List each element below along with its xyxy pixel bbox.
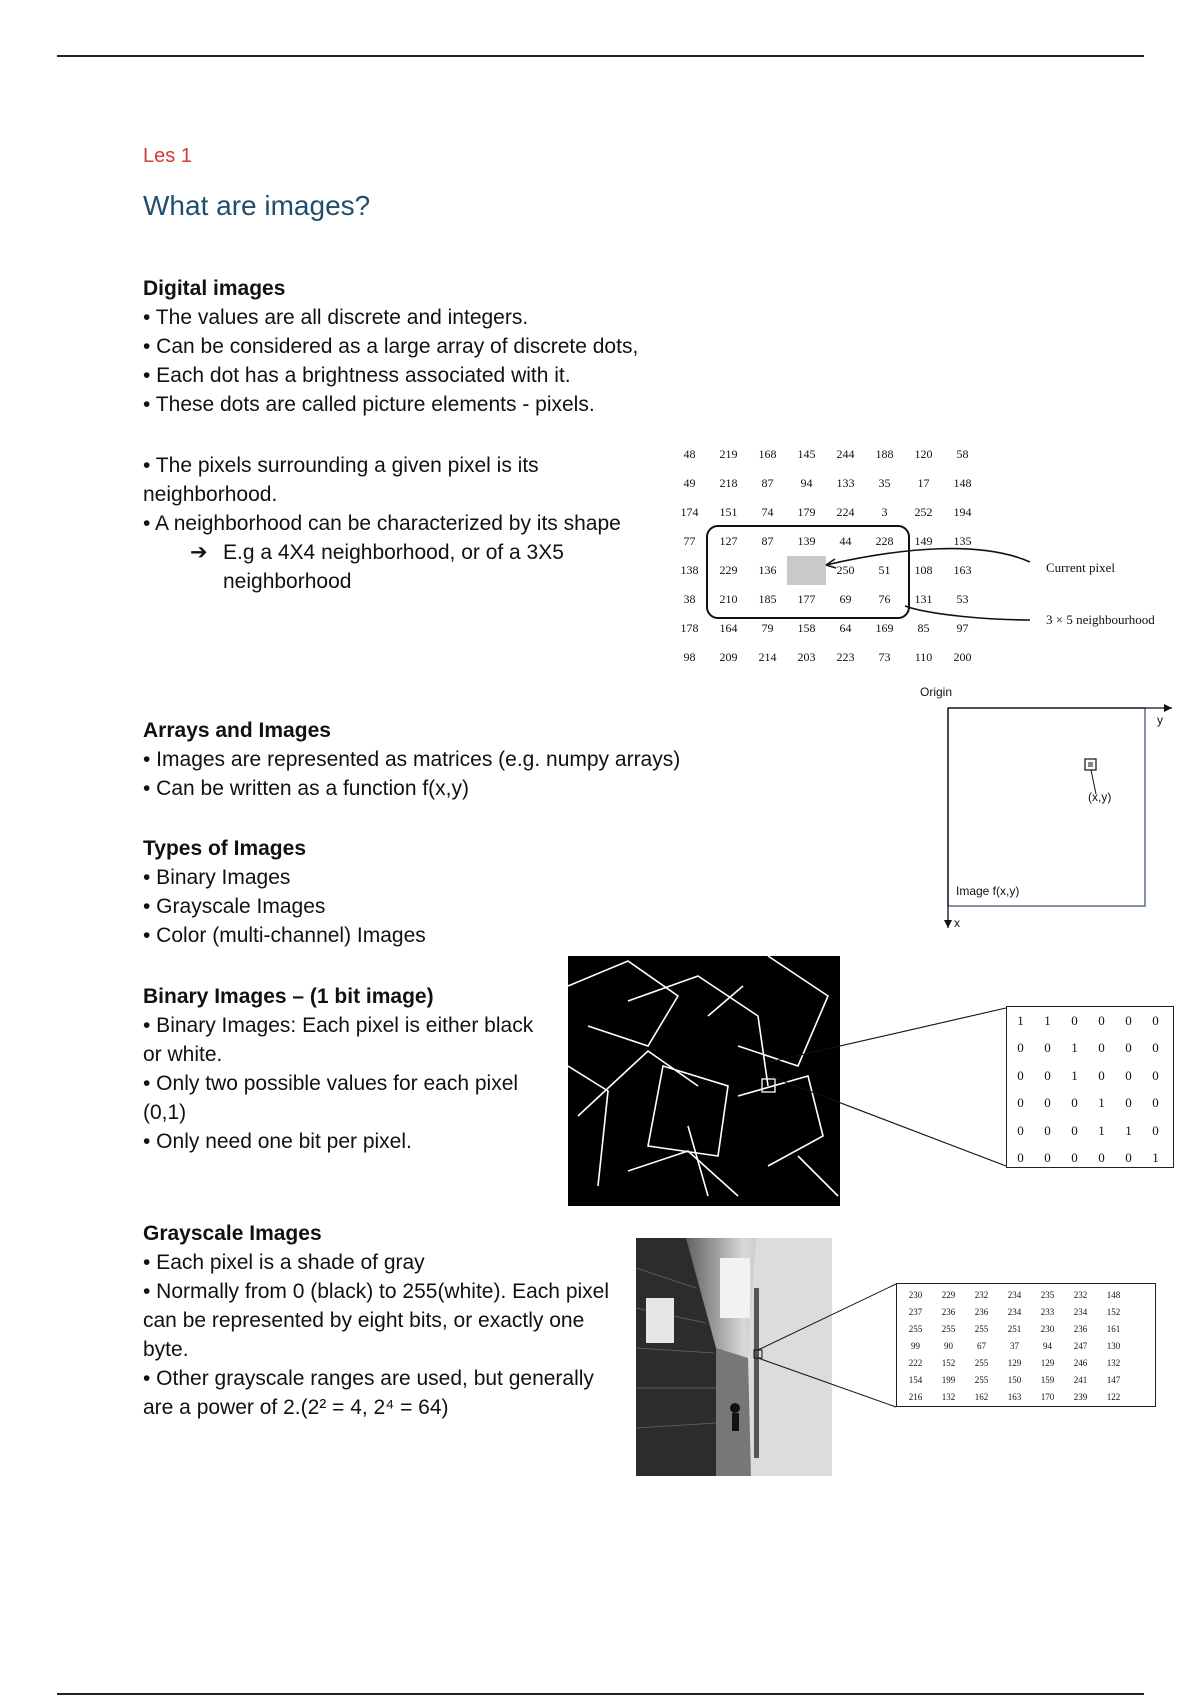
matrix-row (899, 1320, 1130, 1337)
matrix-cell: 87 (761, 534, 774, 548)
matrix-cell: 132 (941, 1391, 956, 1402)
matrix-row (1007, 1145, 1169, 1173)
matrix-cell: 152 (1106, 1306, 1121, 1317)
matrix-cell: 67 (977, 1340, 986, 1351)
matrix-cell: 151 (719, 505, 738, 519)
matrix-cell: 229 (941, 1289, 956, 1300)
grayscale-matrix (899, 1286, 1130, 1405)
matrix-cell: 0 (1044, 1122, 1051, 1138)
matrix-cell: 163 (953, 563, 972, 577)
matrix-cell: 0 (1071, 1012, 1078, 1028)
matrix-cell: 232 (974, 1289, 989, 1300)
matrix-cell: 53 (956, 592, 969, 606)
matrix-cell: 216 (908, 1391, 923, 1402)
matrix-cell: 194 (953, 505, 972, 519)
matrix-cell: 152 (941, 1357, 956, 1368)
matrix-cell: 0 (1098, 1012, 1105, 1028)
matrix-cell: 1 (1071, 1040, 1078, 1056)
matrix-cell: 0 (1125, 1012, 1132, 1028)
matrix-cell: 164 (719, 621, 738, 635)
matrix-cell: 122 (1106, 1391, 1121, 1402)
matrix-cell: 255 (974, 1323, 989, 1334)
matrix-cell: 98 (683, 650, 696, 664)
matrix-cell: 169 (875, 621, 894, 635)
page-title: What are images? (143, 190, 371, 221)
matrix-cell: 219 (719, 447, 738, 461)
matrix-cell: 44 (839, 534, 852, 548)
matrix-cell: 0 (1071, 1122, 1078, 1138)
matrix-cell: 199 (941, 1374, 956, 1385)
matrix-cell: 163 (1007, 1391, 1022, 1402)
matrix-row (1007, 1035, 1169, 1063)
binary-matrix (1007, 1007, 1169, 1172)
example-line (183, 538, 593, 596)
matrix-cell: 251 (1007, 1323, 1022, 1334)
matrix-cell: 139 (797, 534, 816, 548)
matrix-cell: 49 (683, 476, 696, 490)
matrix-cell: 97 (956, 621, 969, 635)
bullet: • The pixels surrounding a given pixel is its neighborhood. (143, 454, 539, 506)
matrix-cell: 87 (761, 476, 774, 490)
example-text: E.g a 4X4 neighborhood, or of a 3X5 neighborhood (223, 541, 564, 593)
matrix-cell: 76 (878, 592, 891, 606)
matrix-cell: 0 (1071, 1150, 1078, 1166)
matrix-cell: 159 (1040, 1374, 1055, 1385)
matrix-cell: 148 (1106, 1289, 1121, 1300)
matrix-cell: 244 (836, 447, 855, 461)
matrix-cell: 178 (680, 621, 699, 635)
matrix-cell: 203 (797, 650, 816, 664)
matrix-row (899, 1286, 1130, 1303)
binary-section (143, 982, 543, 1156)
matrix-cell: 255 (941, 1323, 956, 1334)
matrix-cell: 138 (680, 563, 699, 577)
matrix-cell: 38 (683, 592, 696, 606)
matrix-cell: 147 (1106, 1374, 1121, 1385)
matrix-cell: 236 (974, 1306, 989, 1317)
matrix-cell: 234 (1007, 1289, 1022, 1300)
matrix-cell: 255 (974, 1357, 989, 1368)
matrix-cell: 230 (1040, 1323, 1055, 1334)
matrix-cell: 1 (1098, 1095, 1105, 1111)
x-axis-label: x (954, 916, 960, 930)
matrix-cell: 136 (758, 563, 777, 577)
matrix-cell: 120 (914, 447, 933, 461)
matrix-cell: 0 (1125, 1150, 1132, 1166)
binary-matrix-box (1006, 1006, 1174, 1168)
bullet: • A neighborhood can be characterized by its shape (143, 512, 621, 535)
matrix-row (899, 1303, 1130, 1320)
matrix-cell: 224 (836, 505, 855, 519)
binary-zoom-lines (770, 1000, 1030, 1180)
matrix-cell: 162 (974, 1391, 989, 1402)
matrix-cell: 1 (1152, 1150, 1159, 1166)
matrix-cell: 135 (953, 534, 972, 548)
matrix-cell: 239 (1073, 1391, 1088, 1402)
section-heading: Digital images (143, 277, 286, 300)
bullet: • Binary Images: Each pixel is either black or white. (143, 1014, 534, 1066)
matrix-cell: 0 (1152, 1067, 1159, 1083)
matrix-cell: 58 (956, 447, 969, 461)
matrix-cell: 35 (878, 476, 891, 490)
matrix-cell: 17 (917, 476, 930, 490)
matrix-row (1007, 1062, 1169, 1090)
matrix-cell: 99 (911, 1340, 920, 1351)
bullet: • Images are represented as matrices (e.g. numpy arrays) (143, 748, 681, 771)
matrix-row (899, 1371, 1130, 1388)
bullet: • Only need one bit per pixel. (143, 1130, 412, 1153)
matrix-cell: 232 (1073, 1289, 1088, 1300)
matrix-cell: 255 (974, 1374, 989, 1385)
bullet: • Each pixel is a shade of gray (143, 1251, 425, 1274)
matrix-row (1007, 1007, 1169, 1035)
matrix-cell: 0 (1098, 1067, 1105, 1083)
matrix-cell: 77 (683, 534, 696, 548)
y-axis-label: y (1157, 713, 1163, 727)
matrix-cell: 234 (1007, 1306, 1022, 1317)
matrix-cell: 131 (914, 592, 933, 606)
matrix-cell: 179 (797, 505, 816, 519)
matrix-row (899, 1388, 1130, 1405)
matrix-cell: 246 (1073, 1357, 1088, 1368)
matrix-cell: 0 (1044, 1067, 1051, 1083)
matrix-cell: 177 (797, 592, 816, 606)
grayscale-zoom-lines (730, 1280, 900, 1440)
matrix-cell: 129 (1007, 1357, 1022, 1368)
matrix-cell: 149 (914, 534, 933, 548)
matrix-cell: 158 (797, 621, 816, 635)
matrix-cell: 3 (881, 505, 888, 519)
matrix-cell: 0 (1152, 1095, 1159, 1111)
matrix-cell: 229 (719, 563, 738, 577)
bullet: • Binary Images (143, 866, 291, 889)
matrix-cell: 148 (953, 476, 972, 490)
matrix-cell: 218 (719, 476, 738, 490)
matrix-cell: 185 (758, 592, 777, 606)
neighbourhood-label: 3 × 5 neighbourhood (1046, 612, 1155, 627)
matrix-cell: 0 (1017, 1150, 1024, 1166)
matrix-cell: 130 (1106, 1340, 1121, 1351)
matrix-cell: 0 (1044, 1095, 1051, 1111)
matrix-cell: 127 (719, 534, 738, 548)
bullet: • Only two possible values for each pixel (0,1) (143, 1072, 519, 1124)
matrix-cell: 90 (944, 1340, 953, 1351)
bullet: • These dots are called picture elements - pixels. (143, 393, 595, 416)
matrix-cell: 236 (1073, 1323, 1088, 1334)
matrix-cell: 0 (1044, 1040, 1051, 1056)
grayscale-matrix-box (896, 1283, 1156, 1407)
matrix-cell: 37 (1010, 1340, 1019, 1351)
matrix-cell: 79 (761, 621, 774, 635)
matrix-cell: 0 (1017, 1040, 1024, 1056)
matrix-cell: 0 (1071, 1095, 1078, 1111)
matrix-cell: 94 (1043, 1340, 1052, 1351)
matrix-cell: 0 (1152, 1012, 1159, 1028)
matrix-cell: 233 (1040, 1306, 1055, 1317)
matrix-cell: 236 (941, 1306, 956, 1317)
matrix-cell: 145 (797, 447, 816, 461)
matrix-cell: 0 (1017, 1122, 1024, 1138)
bullet: • Other grayscale ranges are used, but generally are a power of 2.(2² = 4, 2⁴ = 64) (143, 1367, 594, 1419)
matrix-cell: 241 (1073, 1374, 1088, 1385)
matrix-cell: 64 (839, 621, 852, 635)
neighborhood-arrows (670, 440, 1190, 670)
section-heading: Types of Images (143, 837, 306, 860)
section-heading: Arrays and Images (143, 719, 331, 742)
matrix-cell: 74 (761, 505, 774, 519)
matrix-cell: 188 (875, 447, 894, 461)
bottom-rule (57, 1693, 1144, 1695)
matrix-cell: 0 (1017, 1067, 1024, 1083)
bullet: • Can be written as a function f(x,y) (143, 777, 469, 800)
matrix-cell: 1 (1098, 1122, 1105, 1138)
arrays-section (143, 716, 783, 803)
matrix-cell: 0 (1098, 1150, 1105, 1166)
matrix-cell: 132 (1106, 1357, 1121, 1368)
matrix-cell: 0 (1044, 1150, 1051, 1166)
matrix-cell: 234 (1073, 1306, 1088, 1317)
top-rule (57, 55, 1144, 57)
matrix-cell: 214 (758, 650, 777, 664)
matrix-cell: 69 (839, 592, 852, 606)
bullet: • Normally from 0 (black) to 255(white). Each pixel can be represented by eight bits, or exactly one byte. (143, 1280, 610, 1361)
matrix-cell: 108 (914, 563, 933, 577)
neighborhood-figure (670, 440, 1190, 670)
origin-label: Origin (920, 685, 953, 699)
matrix-cell: 228 (875, 534, 894, 548)
matrix-row (1007, 1117, 1169, 1145)
matrix-cell: 1 (1125, 1122, 1132, 1138)
matrix-cell: 0 (1125, 1067, 1132, 1083)
matrix-cell: 235 (1040, 1289, 1055, 1300)
matrix-cell: 48 (683, 447, 696, 461)
matrix-row (899, 1337, 1130, 1354)
digital-images-section (143, 274, 763, 419)
lesson-label: Les 1 (143, 145, 192, 167)
matrix-cell: 161 (1106, 1323, 1121, 1334)
matrix-cell: 73 (878, 650, 891, 664)
matrix-cell: 210 (719, 592, 738, 606)
matrix-cell: 170 (1040, 1391, 1055, 1402)
matrix-cell: 209 (719, 650, 738, 664)
point-label: (x,y) (1088, 790, 1112, 804)
matrix-row (1007, 1090, 1169, 1118)
bullet: • Can be considered as a large array of discrete dots, (143, 335, 639, 358)
matrix-cell: 230 (908, 1289, 923, 1300)
bullet: • Color (multi-channel) Images (143, 924, 426, 947)
matrix-cell: 223 (836, 650, 855, 664)
matrix-cell: 247 (1073, 1340, 1088, 1351)
bullet: • The values are all discrete and integers. (143, 306, 529, 329)
matrix-cell: 1 (1071, 1067, 1078, 1083)
types-section (143, 834, 643, 950)
matrix-cell: 200 (953, 650, 972, 664)
matrix-cell: 133 (836, 476, 855, 490)
matrix-row (899, 1354, 1130, 1371)
matrix-cell: 85 (917, 621, 930, 635)
matrix-cell: 0 (1098, 1040, 1105, 1056)
current-pixel-label: Current pixel (1046, 560, 1115, 575)
coordinate-diagram (910, 680, 1180, 940)
matrix-cell: 0 (1152, 1040, 1159, 1056)
matrix-cell: 255 (908, 1323, 923, 1334)
matrix-cell: 0 (1017, 1095, 1024, 1111)
matrix-cell: 1 (1017, 1012, 1024, 1028)
matrix-cell: 150 (1007, 1374, 1022, 1385)
axes (910, 680, 1180, 940)
matrix-cell: 154 (908, 1374, 923, 1385)
arrow-right-icon: ➔ (190, 541, 208, 564)
bullet: • Each dot has a brightness associated with it. (143, 364, 571, 387)
bullet: • Grayscale Images (143, 895, 326, 918)
matrix-cell: 1 (1044, 1012, 1051, 1028)
section-heading: Grayscale Images (143, 1222, 322, 1245)
matrix-cell: 0 (1125, 1095, 1132, 1111)
matrix-cell: 129 (1040, 1357, 1055, 1368)
image-function-label: Image f(x,y) (956, 884, 1020, 898)
matrix-cell: 237 (908, 1306, 923, 1317)
matrix-cell: 174 (680, 505, 699, 519)
matrix-cell: 252 (914, 505, 933, 519)
matrix-cell: 94 (800, 476, 813, 490)
matrix-cell: 51 (878, 563, 891, 577)
matrix-cell: 250 (836, 563, 855, 577)
grayscale-section (143, 1219, 613, 1422)
matrix-cell: 0 (1125, 1040, 1132, 1056)
matrix-cell: 110 (914, 650, 933, 664)
section-heading: Binary Images – (1 bit image) (143, 985, 434, 1008)
matrix-cell: 0 (1152, 1122, 1159, 1138)
matrix-cell: 168 (758, 447, 777, 461)
neighborhood-section (143, 451, 623, 596)
matrix-cell: 222 (908, 1357, 923, 1368)
